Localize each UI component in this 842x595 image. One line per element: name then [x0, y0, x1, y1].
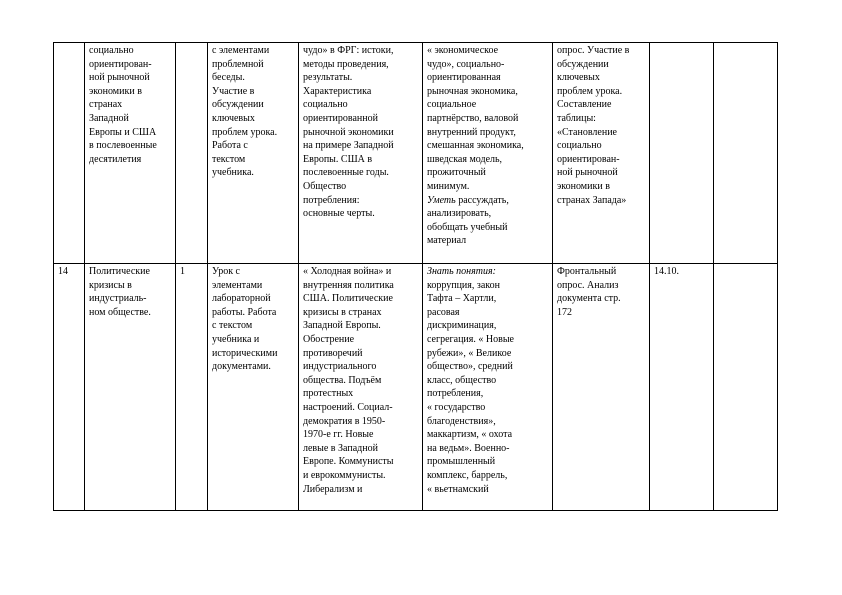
cell-line — [427, 44, 548, 58]
cell-line — [427, 455, 548, 469]
cell-line: ной рыночной — [89, 72, 150, 84]
cell-control — [553, 43, 650, 264]
cell-line: Урок с — [212, 266, 240, 277]
cell-line — [427, 112, 548, 126]
requirement-text: рассуждать, — [455, 194, 509, 206]
cell-line — [427, 279, 548, 293]
cell-line: ном обществе. — [89, 306, 151, 318]
requirement-text: ориентированная — [427, 72, 501, 84]
cell-date-fact — [714, 264, 778, 511]
cell-line — [427, 98, 548, 112]
cell-line — [427, 207, 548, 221]
cell-line — [427, 442, 548, 456]
cell-line — [427, 194, 548, 208]
cell-line: работы. Работа — [212, 306, 277, 318]
cell-line: кризисы в — [89, 279, 132, 291]
cell-line: текстом — [212, 153, 246, 165]
cell-line: 172 — [557, 306, 572, 318]
cell-line — [427, 58, 548, 72]
cell-line: и еврокоммунисты. — [303, 469, 386, 481]
cell-line: экономики в — [89, 85, 142, 97]
cell-line — [427, 265, 548, 279]
cell-line: обсуждении — [557, 58, 609, 70]
cell-line: обсуждении — [212, 99, 264, 111]
cell-line: рыночной экономики — [303, 126, 394, 138]
requirement-text: потребления, — [427, 388, 484, 400]
requirement-text: дискриминация, — [427, 320, 497, 332]
requirement-text: « государство — [427, 401, 486, 413]
cell-lesson-type — [208, 264, 299, 511]
requirement-text: партнёрство, валовой — [427, 112, 519, 124]
requirement-text: благоденствия», — [427, 415, 496, 427]
cell-line — [427, 153, 548, 167]
requirement-text: расовая — [427, 306, 460, 318]
cell-control — [553, 264, 650, 511]
cell-line: методы проведения, — [303, 58, 389, 70]
cell-line: проблемной — [212, 58, 264, 70]
cell-line: Европы и США — [89, 126, 157, 138]
requirement-text: общество», средний — [427, 361, 513, 373]
cell-line: послевоенные годы. — [303, 167, 389, 179]
cell-hours: 1 — [176, 264, 208, 511]
cell-line: экономики в — [557, 180, 610, 192]
cell-line: индустриаль- — [89, 293, 147, 305]
requirement-text: промышленный — [427, 456, 496, 468]
cell-line: с текстом — [212, 320, 253, 332]
cell-line: ключевых — [212, 112, 255, 124]
cell-line: в послевоенные — [89, 140, 157, 152]
cell-topic — [85, 43, 176, 264]
cell-line: Работа с — [212, 140, 248, 152]
cell-line — [427, 139, 548, 153]
cell-line: индустриального — [303, 361, 377, 373]
cell-line — [427, 401, 548, 415]
cell-line: противоречий — [303, 347, 363, 359]
lesson-plan-table — [53, 42, 778, 511]
cell-line: США. Политические — [303, 293, 393, 305]
requirement-text: прожиточный — [427, 167, 486, 179]
requirement-text: чудо», социально- — [427, 58, 505, 70]
cell-line: общества. Подъём — [303, 374, 382, 386]
cell-number — [54, 43, 85, 264]
cell-line: ориентирован- — [89, 58, 152, 70]
cell-line: Политические — [89, 266, 150, 277]
cell-line: элементами — [212, 279, 263, 291]
requirement-text: маккартизм, « охота — [427, 429, 513, 441]
cell-line: социально — [557, 140, 602, 152]
requirement-text: внутренний продукт, — [427, 126, 516, 138]
cell-line: Общество — [303, 180, 347, 192]
cell-line — [427, 483, 548, 497]
requirement-text: шведская модель, — [427, 153, 503, 165]
cell-lesson-type — [208, 43, 299, 264]
cell-line — [427, 347, 548, 361]
requirement-label: Знать понятия: — [427, 266, 496, 277]
cell-line: Европы. США в — [303, 153, 373, 165]
table-row — [54, 264, 778, 511]
cell-line: десятилетия — [89, 153, 142, 165]
cell-line: опрос. Анализ — [557, 279, 619, 291]
cell-line: на примере Западной — [303, 140, 394, 152]
cell-line: настроений. Социал- — [303, 401, 393, 413]
cell-content — [299, 43, 423, 264]
cell-line: Западной — [89, 112, 129, 124]
cell-line — [427, 71, 548, 85]
cell-line — [427, 292, 548, 306]
requirement-text: комплекс, баррель, — [427, 469, 508, 481]
cell-line: беседы. — [212, 72, 245, 84]
cell-line — [427, 387, 548, 401]
requirement-text: на ведьм». Военно- — [427, 442, 510, 454]
cell-line: ориентированной — [303, 112, 378, 124]
cell-line: странах Запада» — [557, 194, 627, 206]
cell-line: демократия в 1950- — [303, 415, 386, 427]
cell-line: чудо» в ФРГ: истоки, — [303, 45, 394, 56]
cell-line: Характеристика — [303, 85, 372, 97]
cell-line: « Холодная война» и — [303, 266, 392, 277]
cell-line: документа стр. — [557, 293, 621, 305]
cell-line — [427, 360, 548, 374]
cell-line — [427, 319, 548, 333]
requirement-text: обобщать учебный — [427, 221, 508, 233]
cell-line: Составление — [557, 99, 612, 111]
requirement-text: рубежи», « Великое — [427, 347, 512, 359]
cell-content — [299, 264, 423, 511]
cell-line: основные черты. — [303, 208, 375, 220]
cell-line: внутренняя политика — [303, 279, 394, 291]
cell-line — [427, 221, 548, 235]
cell-line: ной рыночной — [557, 167, 618, 179]
cell-line — [427, 333, 548, 347]
requirement-text: минимум. — [427, 180, 470, 192]
cell-line: левые в Западной — [303, 442, 378, 454]
cell-line — [427, 166, 548, 180]
cell-date-fact — [714, 43, 778, 264]
cell-line: учебника и — [212, 333, 260, 345]
cell-line — [427, 374, 548, 388]
cell-line — [427, 126, 548, 140]
cell-line: кризисы в странах — [303, 306, 382, 318]
cell-line: протестных — [303, 388, 354, 400]
cell-line: результаты. — [303, 72, 353, 84]
cell-line: проблем урока. — [557, 85, 623, 97]
cell-line — [427, 469, 548, 483]
requirement-text: сегрегация. « Новые — [427, 333, 514, 345]
requirement-text: смешанная экономика, — [427, 140, 524, 152]
cell-line: социально — [89, 45, 134, 56]
requirement-text: социальное — [427, 99, 477, 111]
requirement-text: Тафта – Хартли, — [427, 293, 497, 305]
cell-line: Участие в — [212, 85, 255, 97]
cell-hours — [176, 43, 208, 264]
cell-line — [427, 234, 548, 248]
table-row — [54, 43, 778, 264]
cell-date-plan — [650, 43, 714, 264]
cell-topic — [85, 264, 176, 511]
cell-line: социально — [303, 99, 348, 111]
cell-line: с элементами — [212, 45, 270, 56]
requirement-text: рыночная экономика, — [427, 85, 518, 97]
cell-line: странах — [89, 99, 123, 111]
cell-line — [427, 85, 548, 99]
cell-line: документами. — [212, 361, 271, 373]
requirement-text: « вьетнамский — [427, 483, 489, 495]
cell-line: Обострение — [303, 333, 355, 345]
cell-line: «Становление — [557, 126, 617, 138]
requirement-text: « экономическое — [427, 45, 499, 56]
cell-number: 14 — [54, 264, 85, 511]
requirement-label: Уметь — [427, 194, 456, 206]
requirement-text: класс, общество — [427, 374, 497, 386]
cell-line: лабораторной — [212, 293, 271, 305]
cell-line: Либерализм и — [303, 483, 363, 495]
cell-line — [427, 415, 548, 429]
cell-line — [427, 180, 548, 194]
cell-line — [427, 306, 548, 320]
requirement-text: коррупция, закон — [427, 279, 500, 291]
cell-line — [427, 428, 548, 442]
cell-line: ключевых — [557, 72, 600, 84]
cell-line: ориентирован- — [557, 153, 620, 165]
cell-line: потребления: — [303, 194, 360, 206]
cell-requirements — [423, 264, 553, 511]
cell-line: историческими — [212, 347, 278, 359]
cell-line: опрос. Участие в — [557, 45, 630, 56]
cell-line: Фронтальный — [557, 266, 617, 277]
requirement-text: анализировать, — [427, 208, 492, 220]
cell-date-plan: 14.10. — [650, 264, 714, 511]
cell-line: 1970-е гг. Новые — [303, 429, 374, 441]
cell-line: Западной Европы. — [303, 320, 381, 332]
cell-requirements — [423, 43, 553, 264]
cell-line: учебника. — [212, 167, 254, 179]
cell-line: Европе. Коммунисты — [303, 456, 394, 468]
cell-line: таблицы: — [557, 112, 596, 124]
cell-line: проблем урока. — [212, 126, 278, 138]
requirement-text: материал — [427, 235, 467, 247]
